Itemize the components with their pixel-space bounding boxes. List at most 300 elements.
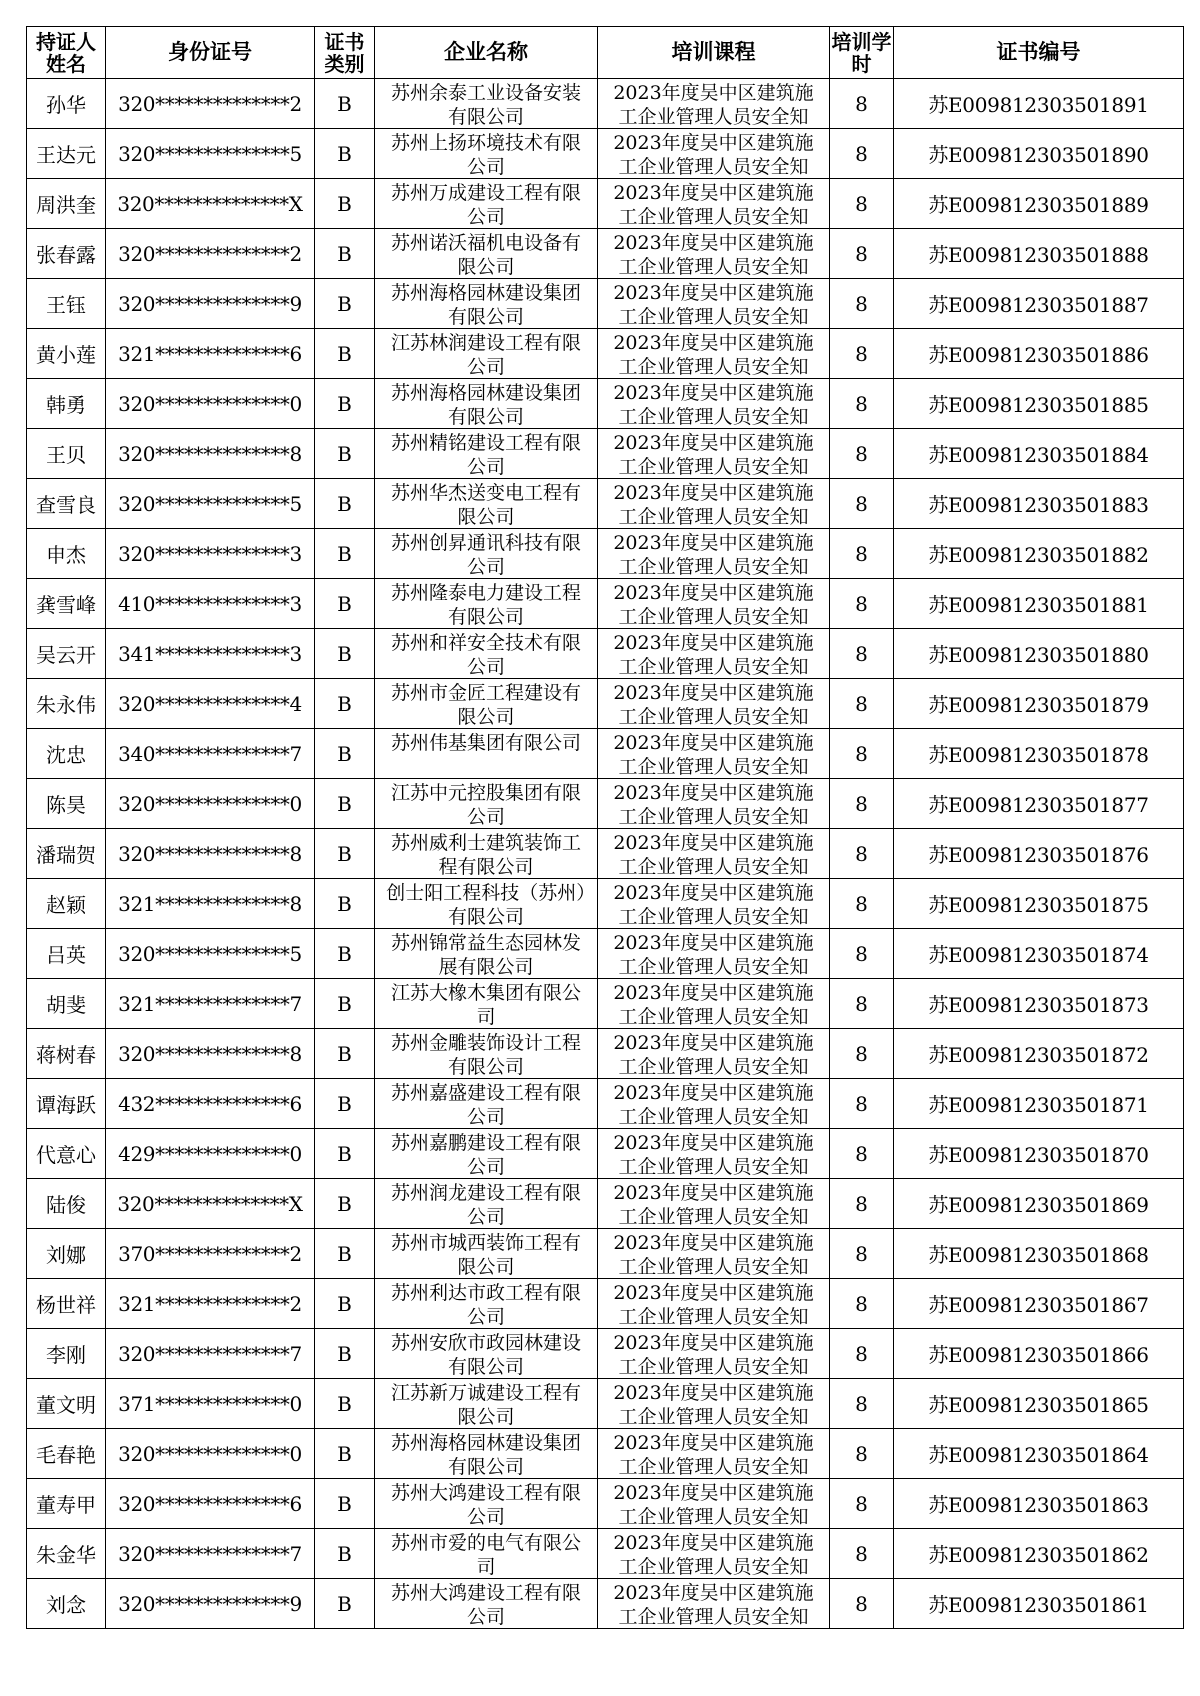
hours-cell: 8 (830, 1079, 894, 1129)
company-cell-text: 江苏大橡木集团有限公司 (390, 981, 581, 1027)
holder-name-cell: 申杰 (27, 529, 106, 579)
course-cell-text: 2023年度吴中区建筑施工企业管理人员安全知 (613, 181, 814, 227)
holder-name-cell: 沈忠 (27, 729, 106, 779)
holder-name-cell: 董文明 (27, 1379, 106, 1429)
hours-cell: 8 (830, 379, 894, 429)
cert-category-cell: B (315, 1479, 375, 1529)
company-cell (375, 1429, 598, 1479)
hours-cell: 8 (830, 279, 894, 329)
company-cell (375, 279, 598, 329)
hours-cell: 8 (830, 1229, 894, 1279)
hours-cell: 8 (830, 1429, 894, 1479)
header-holder-name: 持证人姓名 (27, 27, 106, 79)
holder-name-cell: 韩勇 (27, 379, 106, 429)
cert-number-cell: 苏E009812303501863 (894, 1479, 1184, 1529)
table-row (27, 829, 1184, 879)
hours-cell: 8 (830, 779, 894, 829)
table-row (27, 1129, 1184, 1179)
course-cell-text: 2023年度吴中区建筑施工企业管理人员安全知 (613, 1231, 814, 1277)
course-cell (598, 429, 830, 479)
id-number-cell: 429**************0 (106, 1129, 315, 1179)
id-number-cell: 320**************4 (106, 679, 315, 729)
table-row (27, 1529, 1184, 1579)
cert-category-cell: B (315, 1029, 375, 1079)
cert-number-cell: 苏E009812303501861 (894, 1579, 1184, 1629)
cert-category-cell: B (315, 1579, 375, 1629)
company-cell (375, 579, 598, 629)
holder-name-cell: 陈昊 (27, 779, 106, 829)
course-cell-text: 2023年度吴中区建筑施工企业管理人员安全知 (613, 481, 814, 527)
course-cell-text: 2023年度吴中区建筑施工企业管理人员安全知 (613, 581, 814, 627)
hours-cell: 8 (830, 429, 894, 479)
company-cell-text: 苏州华杰送变电工程有限公司 (390, 481, 581, 527)
course-cell (598, 1479, 830, 1529)
company-cell-text: 苏州利达市政工程有限公司 (390, 1281, 581, 1327)
id-number-cell: 320**************0 (106, 779, 315, 829)
hours-cell: 8 (830, 1529, 894, 1579)
cert-category-cell: B (315, 179, 375, 229)
course-cell-text: 2023年度吴中区建筑施工企业管理人员安全知 (613, 231, 814, 277)
company-cell (375, 1279, 598, 1329)
course-cell-text: 2023年度吴中区建筑施工企业管理人员安全知 (613, 981, 814, 1027)
course-cell-text: 2023年度吴中区建筑施工企业管理人员安全知 (613, 1081, 814, 1127)
cert-number-cell: 苏E009812303501871 (894, 1079, 1184, 1129)
course-cell-text: 2023年度吴中区建筑施工企业管理人员安全知 (613, 1281, 814, 1327)
table-row (27, 329, 1184, 379)
cert-category-cell: B (315, 979, 375, 1029)
cert-category-cell: B (315, 829, 375, 879)
course-cell (598, 1529, 830, 1579)
cert-number-cell: 苏E009812303501866 (894, 1329, 1184, 1379)
course-cell (598, 329, 830, 379)
hours-cell: 8 (830, 1129, 894, 1179)
course-cell-text: 2023年度吴中区建筑施工企业管理人员安全知 (613, 331, 814, 377)
company-cell-text: 苏州万成建设工程有限公司 (390, 181, 581, 227)
cert-number-cell: 苏E009812303501881 (894, 579, 1184, 629)
id-number-cell: 320**************2 (106, 229, 315, 279)
cert-number-cell: 苏E009812303501890 (894, 129, 1184, 179)
course-cell (598, 1229, 830, 1279)
company-cell-text: 江苏新万诚建设工程有限公司 (390, 1381, 581, 1427)
course-cell-text: 2023年度吴中区建筑施工企业管理人员安全知 (613, 1131, 814, 1177)
table-row (27, 429, 1184, 479)
course-cell (598, 1029, 830, 1079)
id-number-cell: 320**************6 (106, 1479, 315, 1529)
cert-number-cell: 苏E009812303501879 (894, 679, 1184, 729)
cert-number-cell: 苏E009812303501877 (894, 779, 1184, 829)
table-row (27, 729, 1184, 779)
company-cell-text: 苏州嘉盛建设工程有限公司 (390, 1081, 581, 1127)
table-row (27, 629, 1184, 679)
table-row (27, 779, 1184, 829)
company-cell (375, 1329, 598, 1379)
hours-cell: 8 (830, 1179, 894, 1229)
cert-category-cell: B (315, 79, 375, 129)
id-number-cell: 320**************8 (106, 1029, 315, 1079)
hours-cell: 8 (830, 679, 894, 729)
id-number-cell: 321**************8 (106, 879, 315, 929)
id-number-cell: 410**************3 (106, 579, 315, 629)
cert-number-cell: 苏E009812303501870 (894, 1129, 1184, 1179)
company-cell (375, 879, 598, 929)
company-cell (375, 629, 598, 679)
cert-category-cell: B (315, 679, 375, 729)
holder-name-cell: 查雪良 (27, 479, 106, 529)
id-number-cell: 432**************6 (106, 1079, 315, 1129)
id-number-cell: 370**************2 (106, 1229, 315, 1279)
certificate-roster-table (26, 26, 1184, 1629)
table-row (27, 579, 1184, 629)
header-row (27, 27, 1184, 79)
company-cell (375, 1379, 598, 1429)
course-cell-text: 2023年度吴中区建筑施工企业管理人员安全知 (613, 681, 814, 727)
cert-number-cell: 苏E009812303501868 (894, 1229, 1184, 1279)
id-number-cell: 320**************5 (106, 129, 315, 179)
id-number-cell: 320**************X (106, 1179, 315, 1229)
cert-category-cell: B (315, 479, 375, 529)
company-cell-text: 苏州海格园林建设集团有限公司 (390, 281, 581, 327)
course-cell-text: 2023年度吴中区建筑施工企业管理人员安全知 (613, 1331, 814, 1377)
holder-name-cell: 朱永伟 (27, 679, 106, 729)
header-cert-category: 证书类别 (315, 27, 375, 79)
hours-cell: 8 (830, 529, 894, 579)
company-cell (375, 429, 598, 479)
hours-cell: 8 (830, 1029, 894, 1079)
cert-number-cell: 苏E009812303501862 (894, 1529, 1184, 1579)
table-row (27, 1179, 1184, 1229)
course-cell-text: 2023年度吴中区建筑施工企业管理人员安全知 (613, 531, 814, 577)
cert-category-cell: B (315, 629, 375, 679)
table-row (27, 79, 1184, 129)
header-course: 培训课程 (598, 27, 830, 79)
id-number-cell: 340**************7 (106, 729, 315, 779)
cert-number-cell: 苏E009812303501885 (894, 379, 1184, 429)
table-row (27, 1379, 1184, 1429)
course-cell (598, 579, 830, 629)
table-row (27, 879, 1184, 929)
id-number-cell: 371**************0 (106, 1379, 315, 1429)
cert-number-cell: 苏E009812303501882 (894, 529, 1184, 579)
cert-number-cell: 苏E009812303501889 (894, 179, 1184, 229)
company-cell-text: 江苏林润建设工程有限公司 (390, 331, 581, 377)
hours-cell: 8 (830, 79, 894, 129)
company-cell-text: 苏州安欣市政园林建设有限公司 (390, 1331, 581, 1377)
hours-cell: 8 (830, 979, 894, 1029)
cert-number-cell: 苏E009812303501887 (894, 279, 1184, 329)
holder-name-cell: 孙华 (27, 79, 106, 129)
course-cell-text: 2023年度吴中区建筑施工企业管理人员安全知 (613, 831, 814, 877)
table-row (27, 979, 1184, 1029)
company-cell-text: 苏州润龙建设工程有限公司 (390, 1181, 581, 1227)
header-id-number: 身份证号 (106, 27, 315, 79)
header-company: 企业名称 (375, 27, 598, 79)
company-cell (375, 829, 598, 879)
cert-category-cell: B (315, 129, 375, 179)
holder-name-cell: 王贝 (27, 429, 106, 479)
cert-number-cell: 苏E009812303501884 (894, 429, 1184, 479)
company-cell-text: 苏州精铭建设工程有限公司 (390, 431, 581, 477)
header-hours: 培训学时 (830, 27, 894, 79)
course-cell (598, 379, 830, 429)
course-cell (598, 1329, 830, 1379)
course-cell (598, 1379, 830, 1429)
company-cell-text: 江苏中元控股集团有限公司 (390, 781, 581, 827)
holder-name-cell: 刘娜 (27, 1229, 106, 1279)
course-cell (598, 1279, 830, 1329)
hours-cell: 8 (830, 1479, 894, 1529)
course-cell-text: 2023年度吴中区建筑施工企业管理人员安全知 (613, 731, 814, 777)
table-row (27, 1029, 1184, 1079)
id-number-cell: 320**************8 (106, 829, 315, 879)
holder-name-cell: 吴云开 (27, 629, 106, 679)
id-number-cell: 321**************6 (106, 329, 315, 379)
holder-name-cell: 周洪奎 (27, 179, 106, 229)
table-row (27, 1429, 1184, 1479)
course-cell-text: 2023年度吴中区建筑施工企业管理人员安全知 (613, 1531, 814, 1577)
company-cell (375, 1029, 598, 1079)
hours-cell: 8 (830, 1279, 894, 1329)
cert-category-cell: B (315, 229, 375, 279)
holder-name-cell: 谭海跃 (27, 1079, 106, 1129)
cert-category-cell: B (315, 779, 375, 829)
company-cell-text: 苏州大鸿建设工程有限公司 (390, 1481, 581, 1527)
hours-cell: 8 (830, 929, 894, 979)
course-cell-text: 2023年度吴中区建筑施工企业管理人员安全知 (613, 1381, 814, 1427)
company-cell-text: 苏州伟基集团有限公司 (390, 731, 581, 754)
holder-name-cell: 李刚 (27, 1329, 106, 1379)
id-number-cell: 320**************9 (106, 279, 315, 329)
company-cell-text: 苏州海格园林建设集团有限公司 (390, 381, 581, 427)
course-cell (598, 1079, 830, 1129)
course-cell-text: 2023年度吴中区建筑施工企业管理人员安全知 (613, 281, 814, 327)
company-cell (375, 729, 598, 779)
id-number-cell: 341**************3 (106, 629, 315, 679)
holder-name-cell: 毛春艳 (27, 1429, 106, 1479)
company-cell (375, 79, 598, 129)
hours-cell: 8 (830, 579, 894, 629)
cert-number-cell: 苏E009812303501864 (894, 1429, 1184, 1479)
course-cell (598, 479, 830, 529)
cert-category-cell: B (315, 879, 375, 929)
cert-number-cell: 苏E009812303501867 (894, 1279, 1184, 1329)
course-cell (598, 1429, 830, 1479)
course-cell (598, 879, 830, 929)
cert-category-cell: B (315, 529, 375, 579)
cert-category-cell: B (315, 1229, 375, 1279)
id-number-cell: 320**************9 (106, 1579, 315, 1629)
course-cell-text: 2023年度吴中区建筑施工企业管理人员安全知 (613, 1481, 814, 1527)
company-cell-text: 苏州上扬环境技术有限公司 (390, 131, 581, 177)
cert-category-cell: B (315, 329, 375, 379)
hours-cell: 8 (830, 329, 894, 379)
hours-cell: 8 (830, 1329, 894, 1379)
cert-category-cell: B (315, 379, 375, 429)
hours-cell: 8 (830, 479, 894, 529)
header-cert-number: 证书编号 (894, 27, 1184, 79)
company-cell (375, 329, 598, 379)
company-cell (375, 1229, 598, 1279)
company-cell (375, 779, 598, 829)
cert-number-cell: 苏E009812303501869 (894, 1179, 1184, 1229)
company-cell-text: 苏州和祥安全技术有限公司 (390, 631, 581, 677)
company-cell (375, 479, 598, 529)
id-number-cell: 320**************X (106, 179, 315, 229)
course-cell-text: 2023年度吴中区建筑施工企业管理人员安全知 (613, 1431, 814, 1477)
cert-category-cell: B (315, 1279, 375, 1329)
cert-number-cell: 苏E009812303501876 (894, 829, 1184, 879)
course-cell (598, 1579, 830, 1629)
hours-cell: 8 (830, 1579, 894, 1629)
id-number-cell: 320**************0 (106, 1429, 315, 1479)
course-cell (598, 279, 830, 329)
cert-category-cell: B (315, 429, 375, 479)
company-cell-text: 苏州锦常益生态园林发展有限公司 (390, 931, 581, 977)
table-row (27, 529, 1184, 579)
cert-category-cell: B (315, 1329, 375, 1379)
cert-number-cell: 苏E009812303501872 (894, 1029, 1184, 1079)
company-cell-text: 创士阳工程科技（苏州）有限公司 (386, 881, 586, 927)
company-cell-text: 苏州大鸿建设工程有限公司 (390, 1581, 581, 1627)
id-number-cell: 320**************3 (106, 529, 315, 579)
cert-category-cell: B (315, 1379, 375, 1429)
holder-name-cell: 张春露 (27, 229, 106, 279)
course-cell-text: 2023年度吴中区建筑施工企业管理人员安全知 (613, 931, 814, 977)
company-cell (375, 379, 598, 429)
holder-name-cell: 代意心 (27, 1129, 106, 1179)
company-cell-text: 苏州海格园林建设集团有限公司 (390, 1431, 581, 1477)
table-row (27, 1229, 1184, 1279)
holder-name-cell: 胡斐 (27, 979, 106, 1029)
cert-category-cell: B (315, 279, 375, 329)
company-cell (375, 1179, 598, 1229)
holder-name-cell: 龚雪峰 (27, 579, 106, 629)
course-cell (598, 179, 830, 229)
hours-cell: 8 (830, 829, 894, 879)
company-cell (375, 529, 598, 579)
hours-cell: 8 (830, 179, 894, 229)
course-cell (598, 129, 830, 179)
holder-name-cell: 蒋树春 (27, 1029, 106, 1079)
course-cell-text: 2023年度吴中区建筑施工企业管理人员安全知 (613, 1581, 814, 1627)
id-number-cell: 320**************5 (106, 929, 315, 979)
course-cell-text: 2023年度吴中区建筑施工企业管理人员安全知 (613, 1181, 814, 1227)
course-cell-text: 2023年度吴中区建筑施工企业管理人员安全知 (613, 631, 814, 677)
holder-name-cell: 潘瑞贺 (27, 829, 106, 879)
course-cell (598, 829, 830, 879)
hours-cell: 8 (830, 629, 894, 679)
company-cell-text: 苏州创昇通讯科技有限公司 (390, 531, 581, 577)
company-cell-text: 苏州隆泰电力建设工程有限公司 (390, 581, 581, 627)
course-cell (598, 929, 830, 979)
document-page (26, 26, 1183, 1629)
course-cell-text: 2023年度吴中区建筑施工企业管理人员安全知 (613, 781, 814, 827)
company-cell (375, 1579, 598, 1629)
course-cell (598, 729, 830, 779)
hours-cell: 8 (830, 879, 894, 929)
table-row (27, 1479, 1184, 1529)
hours-cell: 8 (830, 229, 894, 279)
course-cell (598, 229, 830, 279)
company-cell (375, 229, 598, 279)
hours-cell: 8 (830, 129, 894, 179)
cert-number-cell: 苏E009812303501875 (894, 879, 1184, 929)
id-number-cell: 320**************0 (106, 379, 315, 429)
course-cell (598, 779, 830, 829)
table-row (27, 1279, 1184, 1329)
table-row (27, 279, 1184, 329)
table-row (27, 929, 1184, 979)
holder-name-cell: 朱金华 (27, 1529, 106, 1579)
holder-name-cell: 吕英 (27, 929, 106, 979)
id-number-cell: 321**************2 (106, 1279, 315, 1329)
company-cell (375, 179, 598, 229)
id-number-cell: 320**************8 (106, 429, 315, 479)
cert-category-cell: B (315, 579, 375, 629)
cert-number-cell: 苏E009812303501888 (894, 229, 1184, 279)
holder-name-cell: 杨世祥 (27, 1279, 106, 1329)
cert-category-cell: B (315, 1179, 375, 1229)
cert-number-cell: 苏E009812303501880 (894, 629, 1184, 679)
holder-name-cell: 王钰 (27, 279, 106, 329)
cert-number-cell: 苏E009812303501886 (894, 329, 1184, 379)
cert-category-cell: B (315, 929, 375, 979)
company-cell-text: 苏州诺沃福机电设备有限公司 (390, 231, 581, 277)
course-cell (598, 629, 830, 679)
company-cell (375, 1129, 598, 1179)
company-cell-text: 苏州余泰工业设备安装有限公司 (390, 81, 581, 127)
holder-name-cell: 刘念 (27, 1579, 106, 1629)
course-cell-text: 2023年度吴中区建筑施工企业管理人员安全知 (613, 131, 814, 177)
course-cell-text: 2023年度吴中区建筑施工企业管理人员安全知 (613, 1031, 814, 1077)
holder-name-cell: 陆俊 (27, 1179, 106, 1229)
holder-name-cell: 王达元 (27, 129, 106, 179)
table-row (27, 179, 1184, 229)
table-row (27, 379, 1184, 429)
cert-category-cell: B (315, 1129, 375, 1179)
cert-number-cell: 苏E009812303501873 (894, 979, 1184, 1029)
company-cell-text: 苏州市爱的电气有限公司 (390, 1531, 581, 1577)
course-cell (598, 679, 830, 729)
table-row (27, 1579, 1184, 1629)
company-cell-text: 苏州市城西装饰工程有限公司 (390, 1231, 581, 1277)
id-number-cell: 320**************2 (106, 79, 315, 129)
company-cell (375, 129, 598, 179)
course-cell (598, 1179, 830, 1229)
table-row (27, 1329, 1184, 1379)
course-cell (598, 1129, 830, 1179)
course-cell-text: 2023年度吴中区建筑施工企业管理人员安全知 (613, 81, 814, 127)
course-cell (598, 79, 830, 129)
table-row (27, 229, 1184, 279)
company-cell (375, 1529, 598, 1579)
table-row (27, 129, 1184, 179)
roster-body (27, 79, 1184, 1629)
course-cell (598, 529, 830, 579)
company-cell-text: 苏州金雕装饰设计工程有限公司 (390, 1031, 581, 1077)
cert-number-cell: 苏E009812303501865 (894, 1379, 1184, 1429)
table-row (27, 679, 1184, 729)
id-number-cell: 320**************7 (106, 1529, 315, 1579)
company-cell (375, 679, 598, 729)
cert-category-cell: B (315, 1429, 375, 1479)
cert-number-cell: 苏E009812303501874 (894, 929, 1184, 979)
hours-cell: 8 (830, 729, 894, 779)
holder-name-cell: 赵颖 (27, 879, 106, 929)
cert-number-cell: 苏E009812303501878 (894, 729, 1184, 779)
cert-number-cell: 苏E009812303501883 (894, 479, 1184, 529)
course-cell-text: 2023年度吴中区建筑施工企业管理人员安全知 (613, 881, 814, 927)
id-number-cell: 320**************5 (106, 479, 315, 529)
